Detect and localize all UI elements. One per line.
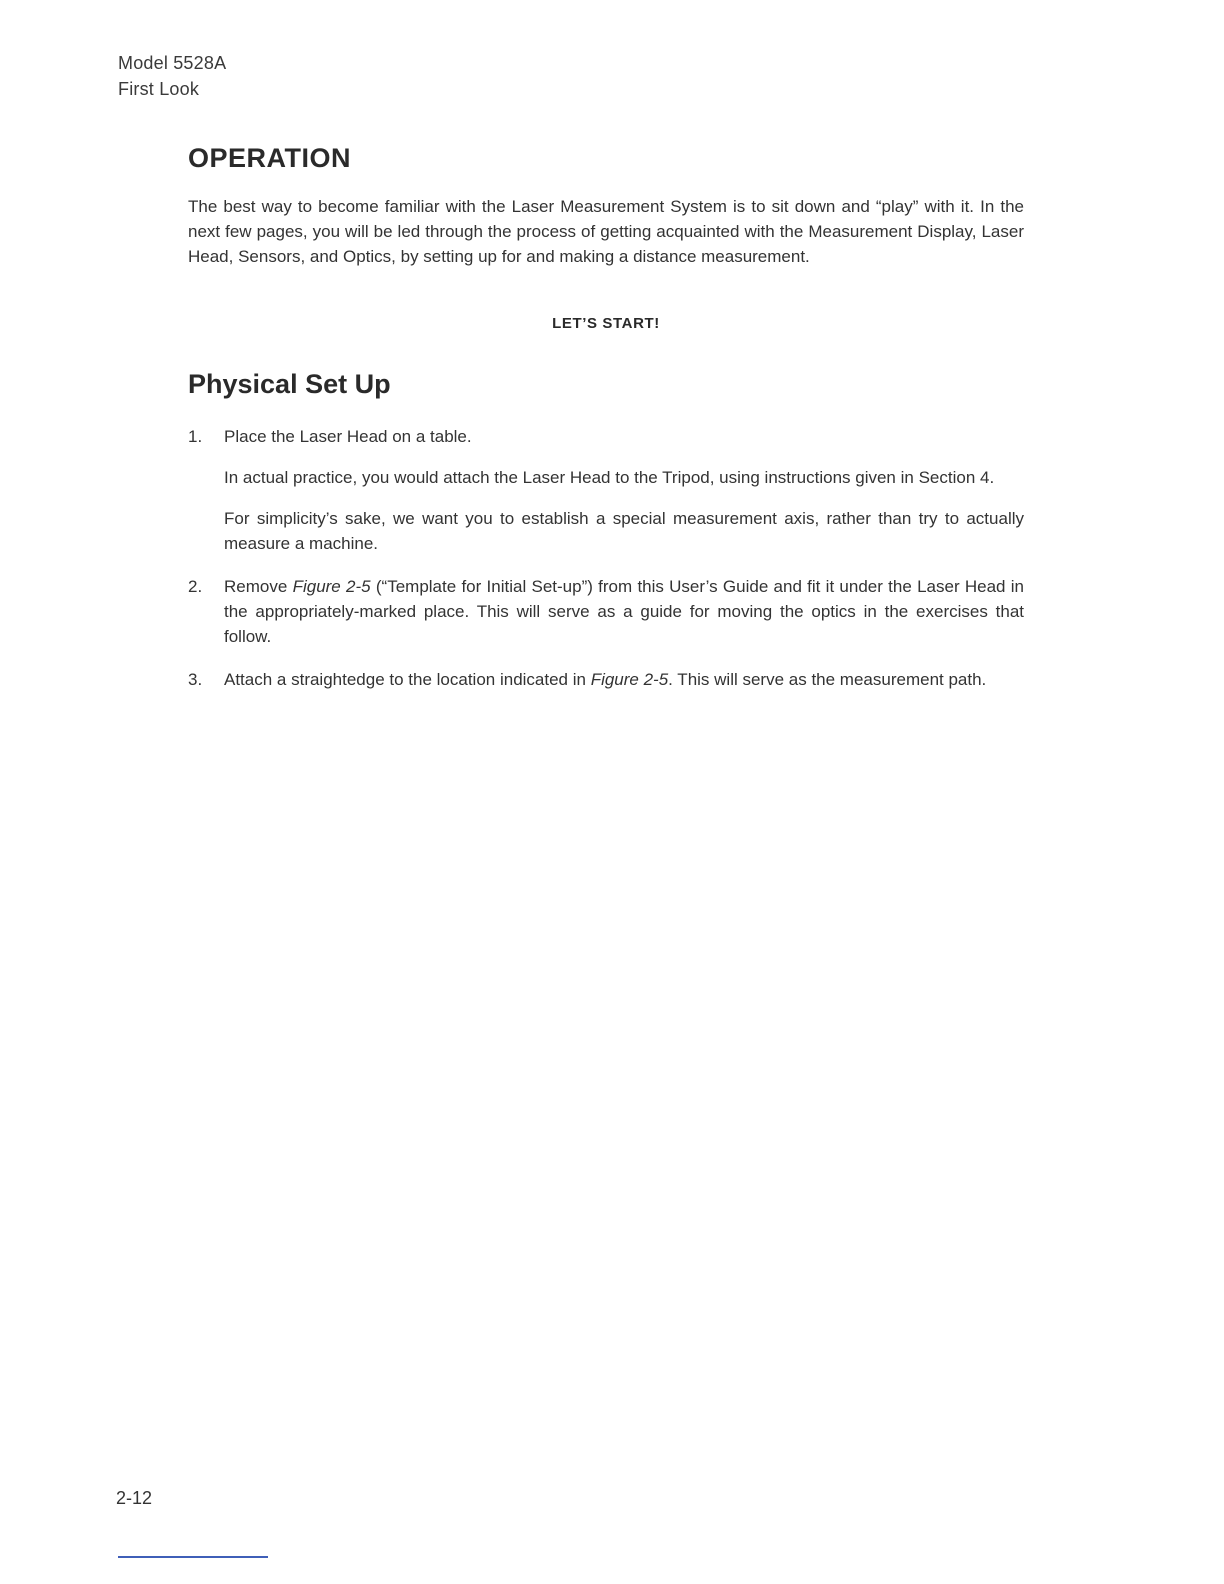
running-head-model: Model 5528A xyxy=(118,53,227,73)
setup-steps-list xyxy=(188,424,1024,692)
subsection-title-physical-set-up: Physical Set Up xyxy=(188,369,391,399)
step-text xyxy=(224,667,1024,692)
step-number: 1. xyxy=(188,427,203,446)
step-text-part: Remove xyxy=(224,577,293,596)
step-text-part: Attach a straightedge to the location indicated in xyxy=(224,670,591,689)
step-number: 3. xyxy=(188,670,203,689)
running-head xyxy=(118,50,226,102)
footer-rule xyxy=(118,1556,268,1558)
intro-paragraph: The best way to become familiar with the Laser Measurement System is to sit down and “play” with it. In the next few pages, you will be led through the process of getting acquainted with the Measurement Display, Laser Head, Sensors, and Optics, by setting up for and making a distance measurement. xyxy=(188,197,1024,266)
page-content xyxy=(188,140,1024,710)
section-title-operation: OPERATION xyxy=(188,143,352,173)
step-note: For simplicity’s sake, we want you to establish a special measurement axis, rather than try to actually measure a machine. xyxy=(224,509,1024,553)
figure-reference: Figure 2-5 xyxy=(590,670,669,689)
step-number: 2. xyxy=(188,577,203,596)
step-note: In actual practice, you would attach the Laser Head to the Tripod, using instructions given in Section 4. xyxy=(224,468,995,487)
lets-start-callout: LET’S START! xyxy=(552,315,660,332)
step-text: Place the Laser Head on a table. xyxy=(224,427,472,446)
step-text xyxy=(224,574,1024,649)
list-item xyxy=(188,424,1024,556)
running-head-section: First Look xyxy=(118,79,200,99)
step-text-part: (“Template for Initial Set-up”) from this User’s Guide and fit it under the Laser Head in the appropriately-marked place. This will serve as a guide for moving the optics in the exercises that follow. xyxy=(224,577,1025,646)
figure-reference: Figure 2-5 xyxy=(292,577,371,596)
list-item xyxy=(188,667,1024,692)
list-item xyxy=(188,574,1024,649)
page-number: 2-12 xyxy=(116,1488,153,1508)
step-text-part: . This will serve as the measurement path. xyxy=(668,670,987,689)
